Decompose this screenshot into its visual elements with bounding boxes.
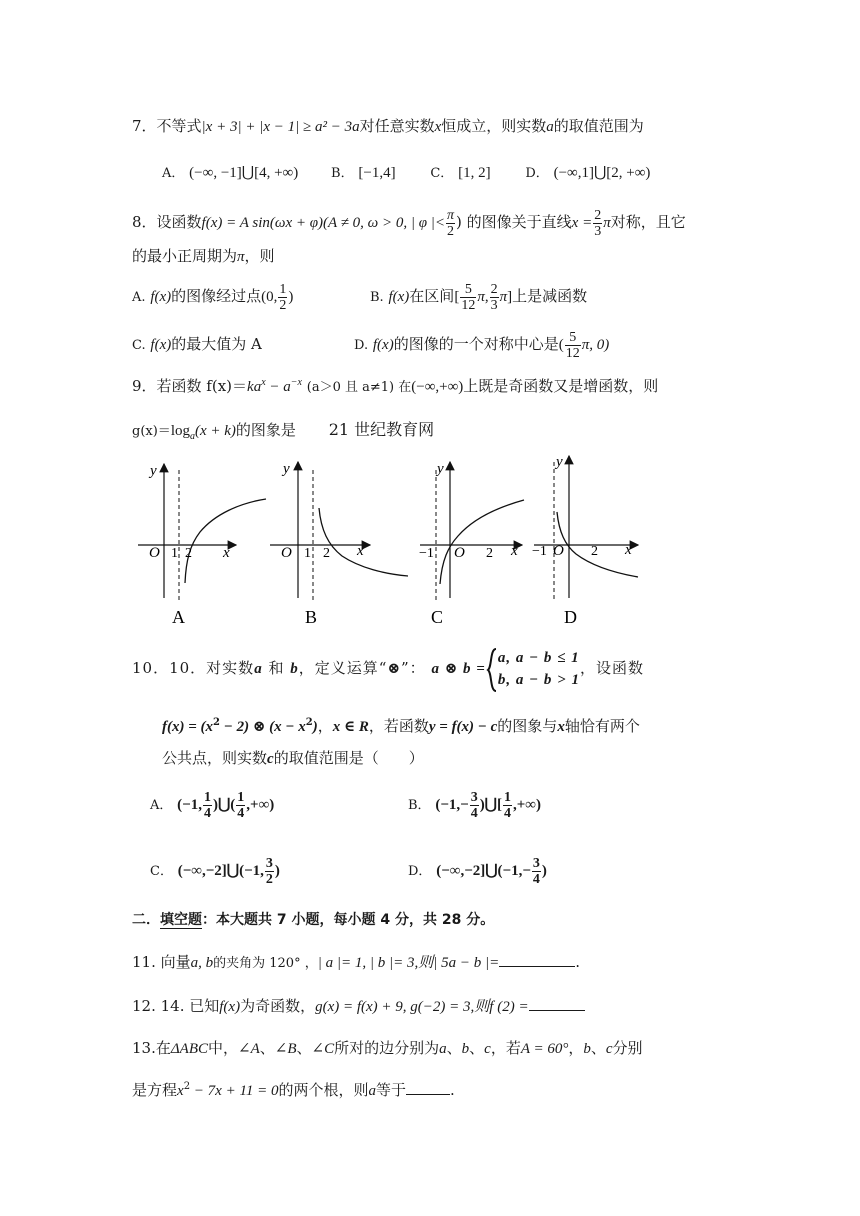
cases: a, a − b ≤ 1 b, a − b > 1 bbox=[497, 650, 580, 688]
svg-text:x: x bbox=[357, 543, 364, 559]
two-thirds-fraction: $\frac{2}{3}$ bbox=[594, 207, 602, 239]
svg-text:x: x bbox=[511, 543, 518, 559]
cases-brace bbox=[486, 645, 498, 693]
q12: 12. 14. 已知f(x)为奇函数，g(x) = f(x) + 9, g(−2) = 3,则f (2) = bbox=[132, 996, 585, 1017]
svg-text:1: 1 bbox=[171, 546, 178, 561]
graph-c bbox=[419, 461, 524, 627]
q13-line2: 是方程$x^2 - 7x + 11 = 0$的两个根，则a等于 . bbox=[132, 1081, 455, 1099]
q9-stem: 9．若函数 $f(x)=ka^x - a^{-x}$ (a＞0 且 a≠1) 在(−∞,+∞)上既是奇函数又是增函数，则 bbox=[132, 377, 659, 395]
q7-stem: 7．不等式|x + 3| + |x − 1| ≥ a² − 3a对任意实数x恒成立，则实数a的取值范围为 bbox=[132, 117, 644, 135]
svg-text:C: C bbox=[431, 607, 444, 627]
section-heading: 二．填空题：本大题共 7 小题，每小题 4 分，共 28 分。 bbox=[132, 912, 495, 928]
q10-option-a: A． (−1, $\frac{1}{4}$ )⋃( $\frac{1}{4}$ ,+∞) bbox=[150, 789, 275, 821]
svg-text:x: x bbox=[223, 545, 230, 561]
q8-option-a: A. f(x)的图像经过点(0, $\frac{1}{2}$ ) bbox=[132, 281, 294, 313]
svg-text:2: 2 bbox=[591, 544, 598, 559]
graph-b bbox=[270, 461, 408, 627]
q10-option-c: C． (−∞,−2]⋃(−1, $\frac{3}{2}$ ) bbox=[150, 855, 280, 887]
svg-text:x: x bbox=[625, 542, 632, 558]
answer-blank-11[interactable] bbox=[499, 952, 575, 967]
svg-text:2: 2 bbox=[486, 546, 493, 561]
q8-line2: 的最小正周期为π，则 bbox=[132, 247, 275, 265]
svg-text:2: 2 bbox=[185, 546, 192, 561]
svg-text:O: O bbox=[281, 545, 292, 561]
svg-text:y: y bbox=[150, 463, 157, 479]
svg-text:2: 2 bbox=[323, 546, 330, 561]
q8-stem: 8．设函数f(x) = A sin(ωx + φ)(A ≠ 0, ω > 0, | φ |< $\frac{\pi}{2}$ ) 的图像关于直线x = $\frac{2}{3}$ π对称，且它 bbox=[132, 207, 686, 239]
q7-options: A． (−∞, −1]⋃[4, +∞) B． [−1,4] C． [1, 2] D． (−∞,1]⋃[2, +∞) bbox=[162, 165, 651, 181]
svg-text:O: O bbox=[149, 545, 160, 561]
watermark: 21 世纪教育网 bbox=[328, 420, 435, 439]
graph-d bbox=[532, 454, 638, 627]
graph-a bbox=[138, 463, 266, 627]
q11: 11. 向量a, b的夹角为 120° ，| a |= 1, | b |= 3,则| 5a − b |= . bbox=[132, 953, 580, 971]
q10-line2: $f(x) = (x^2 - 2)$ ⊗ $(x - x^2)$，x ∈ R，若函数y = f(x) − c的图象与x轴恰有两个 bbox=[162, 717, 640, 735]
q10-line3: 公共点，则实数c的取值范围是（ ） bbox=[162, 749, 424, 767]
q10-option-b: B． (−1,− $\frac{3}{4}$ )⋃[ $\frac{1}{4}$ ,+∞) bbox=[408, 789, 541, 821]
svg-text:O: O bbox=[553, 543, 564, 559]
svg-text:1: 1 bbox=[304, 546, 311, 561]
svg-text:A: A bbox=[172, 607, 185, 627]
svg-text:−1: −1 bbox=[532, 544, 547, 559]
pi-over-2-fraction: $\frac{\pi}{2}$ bbox=[447, 207, 455, 239]
svg-text:y: y bbox=[556, 454, 563, 470]
q8-option-b: B. f(x)在区间[ $\frac{5}{12}$ π, $\frac{2}{3}$ π]上是减函数 bbox=[370, 281, 588, 313]
q8-option-d: D. f(x)的图像的一个对称中心是( $\frac{5}{12}$ π, 0) bbox=[354, 329, 610, 361]
answer-blank-13[interactable] bbox=[406, 1080, 450, 1095]
svg-text:D: D bbox=[564, 607, 577, 627]
svg-text:−1: −1 bbox=[419, 546, 434, 561]
q9-line2: $g(x)=\log_a(x + k)$的图象是 21 世纪教育网 bbox=[132, 420, 435, 442]
answer-blank-12[interactable] bbox=[529, 996, 585, 1011]
svg-text:B: B bbox=[305, 607, 318, 627]
svg-text:y: y bbox=[437, 461, 444, 477]
q8-option-c: C. f(x)的最大值为 A bbox=[132, 335, 262, 353]
q10-option-d: D． (−∞,−2]⋃(−1,− $\frac{3}{4}$ ) bbox=[408, 855, 547, 887]
svg-text:O: O bbox=[454, 545, 465, 561]
svg-text:y: y bbox=[283, 461, 290, 477]
q13-line1: 13.在ΔABC中，∠A、∠B、∠C所对的边分别为a、b、c，若A = 60°，b、c分别 bbox=[132, 1039, 643, 1057]
q10-stem: 10．10．对实数a 和 b，定义运算“⊗”： a ⊗ b = a, a − b ≤ 1 b, a − b > 1 ，设函数 bbox=[132, 644, 644, 693]
